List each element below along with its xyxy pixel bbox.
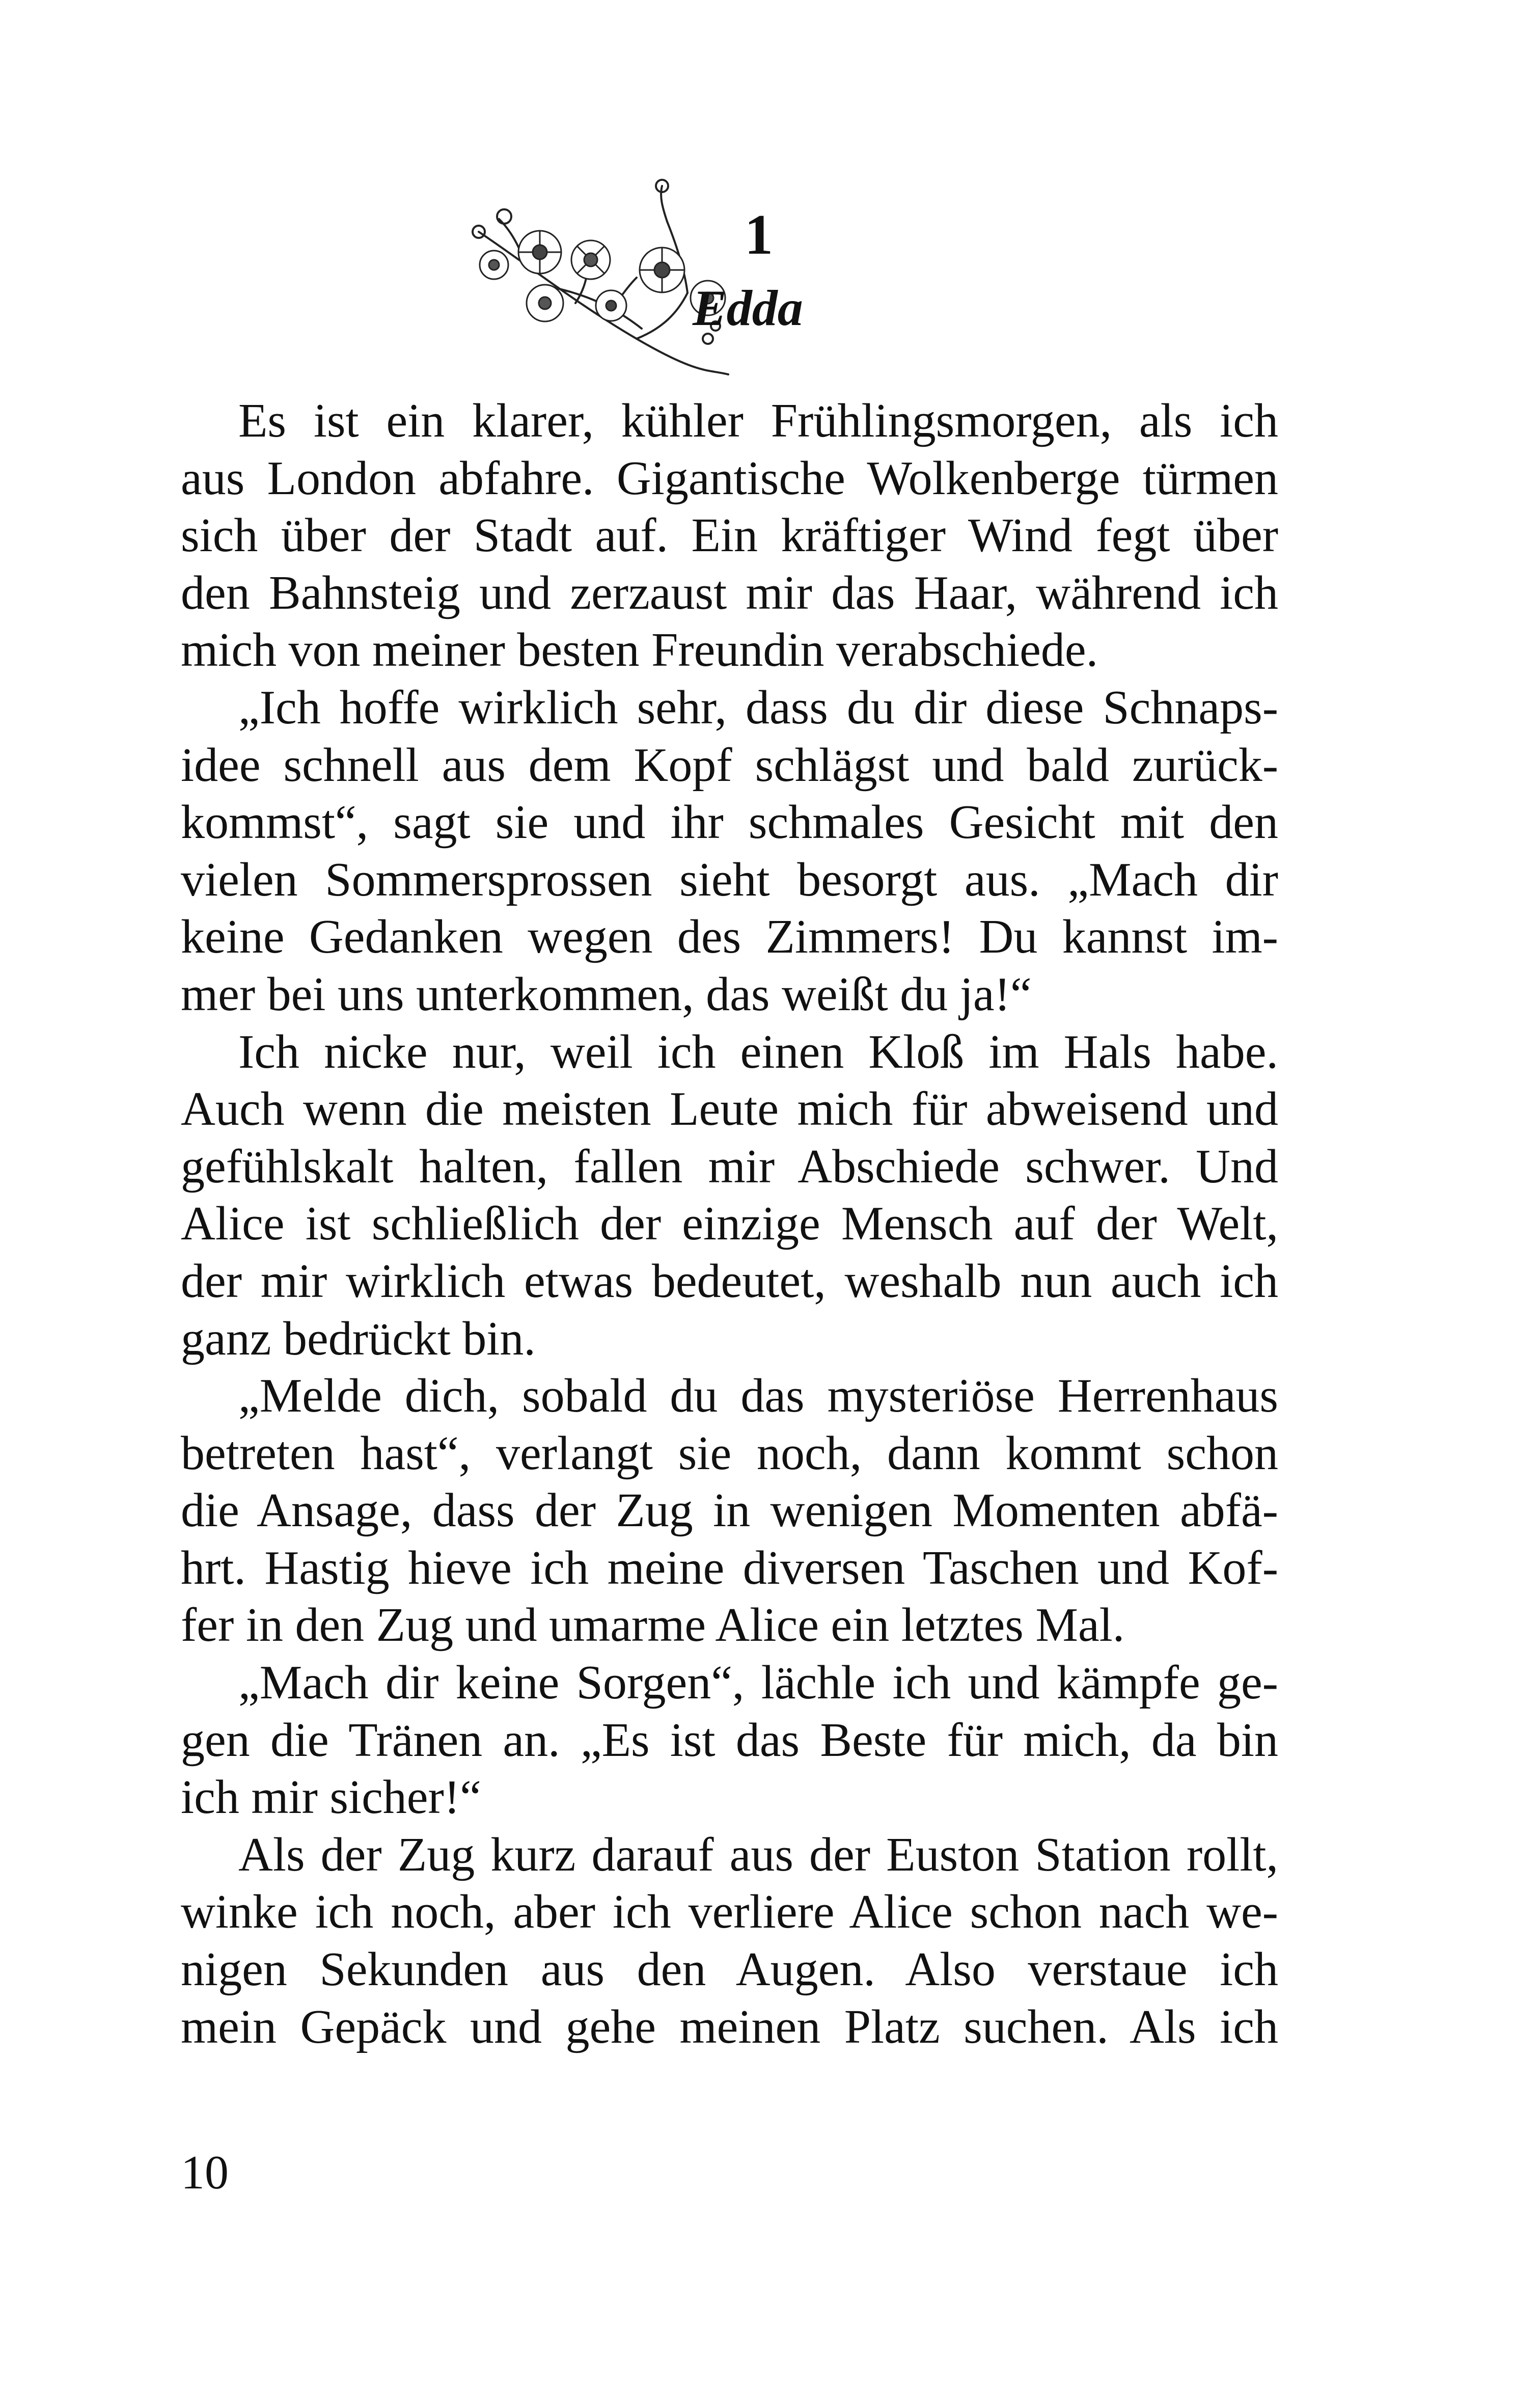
text-line: aus London abfahre. Gigantische Wolkenberge türmen — [181, 451, 1278, 505]
text-line: mer bei uns unterkommen, das weißt du ja!“ — [181, 967, 1032, 1021]
chapter-title: Edda — [693, 280, 803, 336]
text-line: vielen Sommersprossen sieht besorgt aus. „Mach dir — [181, 853, 1278, 906]
text-line: nigen Sekunden aus den Augen. Also verstaue ich — [181, 1943, 1278, 1996]
text-line: sich über der Stadt auf. Ein kräftiger Wind fegt über — [181, 509, 1278, 562]
text-line: der mir wirklich etwas bedeutet, weshalb nun auch ich — [181, 1254, 1278, 1308]
text-line: Alice ist schließlich der einzige Mensch auf der Welt, — [181, 1197, 1278, 1251]
text-line: mein Gepäck und gehe meinen Platz suchen. Als ich — [181, 2000, 1278, 2053]
text-line: „Mach dir keine Sorgen“, lächle ich und kämpfe ge- — [238, 1656, 1278, 1710]
text-line: winke ich noch, aber ich verliere Alice schon nach we- — [181, 1885, 1278, 1939]
text-line: Es ist ein klarer, kühler Frühlingsmorgen, als ich — [238, 394, 1278, 447]
text-line: Als der Zug kurz darauf aus der Euston Station rollt, — [238, 1828, 1278, 1881]
text-line: den Bahnsteig und zerzaust mir das Haar, während ich — [181, 566, 1278, 619]
text-line: betreten hast“, verlangt sie noch, dann kommt schon — [181, 1426, 1278, 1480]
text-line: ich mir sicher!“ — [181, 1771, 481, 1824]
cherry-blossom-branch-icon — [423, 176, 733, 380]
text-line: keine Gedanken wegen des Zimmers! Du kannst im- — [181, 910, 1278, 964]
chapter-number: 1 — [745, 203, 773, 266]
text-line: kommst“, sagt sie und ihr schmales Gesicht mit den — [181, 796, 1278, 849]
text-line: fer in den Zug und umarme Alice ein letztes Mal. — [181, 1599, 1125, 1652]
page-number: 10 — [181, 2146, 229, 2199]
text-line: hrt. Hastig hieve ich meine diversen Taschen und Kof- — [181, 1541, 1278, 1594]
text-line: gefühlskalt halten, fallen mir Abschiede schwer. Und — [181, 1140, 1278, 1193]
text-line: gen die Tränen an. „Es ist das Beste für mich, da bin — [181, 1713, 1278, 1767]
text-line: die Ansage, dass der Zug in wenigen Momenten abfä- — [181, 1484, 1278, 1537]
text-line: Auch wenn die meisten Leute mich für abweisend und — [181, 1082, 1278, 1136]
text-line: „Melde dich, sobald du das mysteriöse Herrenhaus — [238, 1369, 1278, 1423]
text-line: ganz bedrückt bin. — [181, 1312, 536, 1365]
text-line: idee schnell aus dem Kopf schlägst und bald zurück- — [181, 738, 1278, 792]
text-line: „Ich hoffe wirklich sehr, dass du dir diese Schnaps- — [238, 681, 1278, 734]
text-line: Ich nicke nur, weil ich einen Kloß im Hals habe. — [238, 1025, 1278, 1078]
chapter-body-text — [181, 392, 1278, 2055]
text-line: mich von meiner besten Freundin verabschiede. — [181, 624, 1098, 677]
